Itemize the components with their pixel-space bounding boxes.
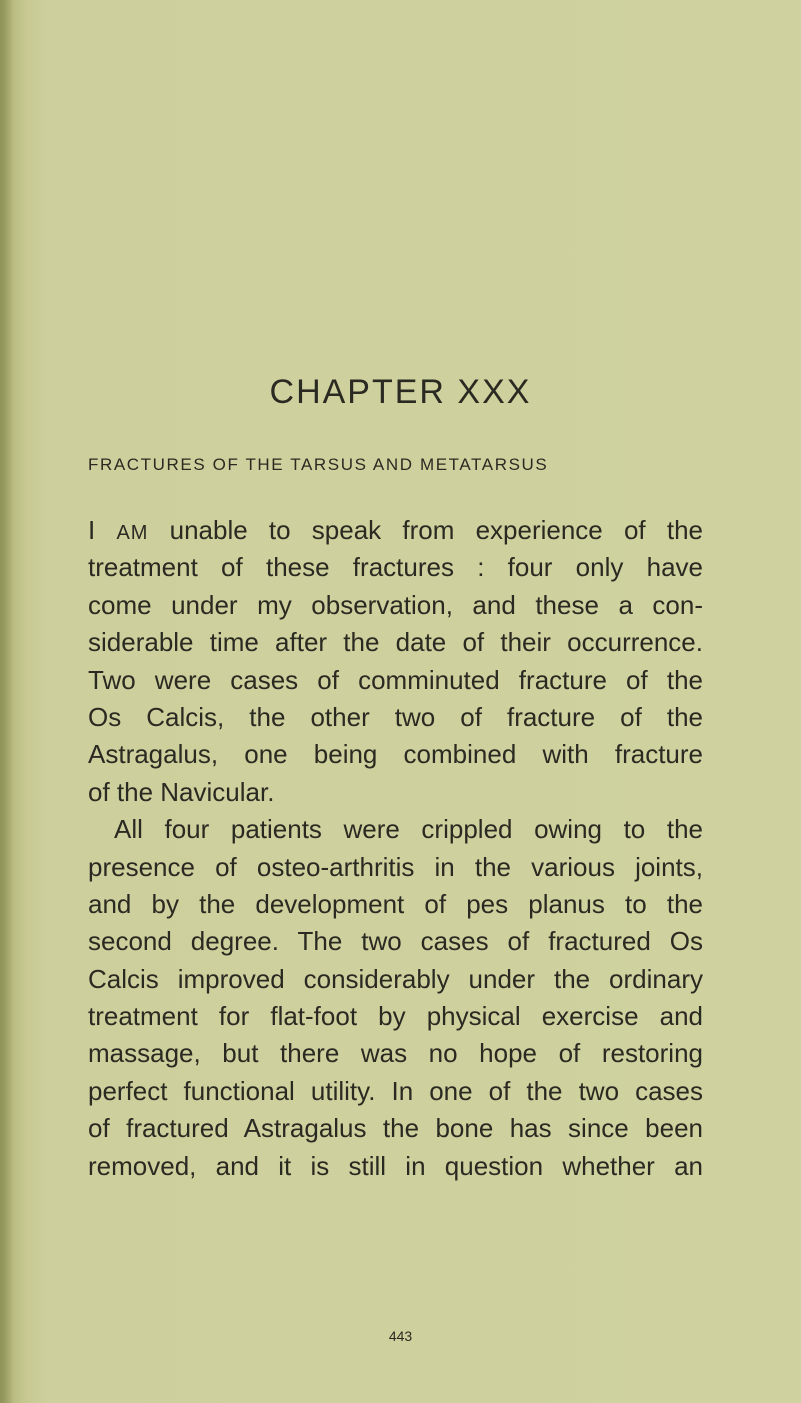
text-line-14: treatment for flat-foot by physical exercise and <box>88 1001 703 1032</box>
text-line-13: Calcis improved considerably under the ordinary <box>88 963 703 994</box>
text-line-1 <box>88 512 703 549</box>
text-line-16: perfect functional utility. In one of the two cases <box>88 1075 703 1106</box>
body-text <box>88 512 703 1185</box>
text-line-12: second degree. The two cases of fractured Os <box>88 926 703 957</box>
text-line-5: Two were cases of comminuted fracture of the <box>88 664 703 695</box>
text-line-10: presence of osteo-arthritis in the various joints, <box>88 851 703 882</box>
text-line-7: Astragalus, one being combined with fracture <box>88 739 703 770</box>
chapter-title: CHAPTER XXX <box>269 373 532 411</box>
text-line-17: of fractured Astragalus the bone has since been <box>88 1113 703 1144</box>
text-line-9: All four patients were crippled owing to the <box>114 814 703 845</box>
opening-word: I <box>88 515 96 545</box>
text-line-2: treatment of these fractures : four only have <box>88 552 703 583</box>
text-line-18: removed, and it is still in question whether an <box>88 1150 703 1181</box>
opening-smallcaps: AM <box>116 522 149 544</box>
text-line-4: siderable time after the date of their occurrence. <box>88 627 703 658</box>
text-line-11: and by the development of pes planus to the <box>88 888 703 919</box>
text-line-6: Os Calcis, the other two of fracture of the <box>88 701 703 732</box>
spine-shadow <box>0 0 14 1403</box>
line-text: unable to speak from experience of the <box>148 515 703 545</box>
text-line-8: of the Navicular. <box>88 776 275 807</box>
text-line-15: massage, but there was no hope of restoring <box>88 1038 703 1069</box>
page-number: 443 <box>388 1328 413 1344</box>
section-title: FRACTURES OF THE TARSUS AND METATARSUS <box>88 455 549 474</box>
text-line-3: come under my observation, and these a con- <box>88 589 703 620</box>
